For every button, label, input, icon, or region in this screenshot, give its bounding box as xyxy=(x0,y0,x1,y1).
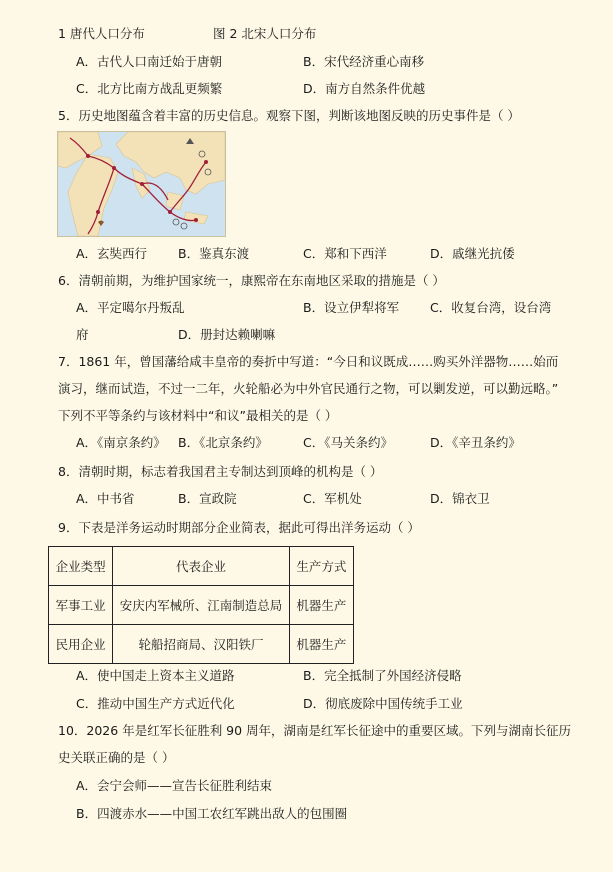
q9-option-b: B．完全抵制了外国经济侵略 xyxy=(303,668,462,683)
q10-option-a: A．会宁会师——宣告长征胜利结束 xyxy=(76,778,273,793)
enterprise-table xyxy=(48,546,354,664)
q5-stem: 5．历史地图蕴含着丰富的历史信息。观察下图，判断该地图反映的历史事件是（ ） xyxy=(58,108,520,123)
q4-option-b: B．宋代经济重心南移 xyxy=(303,54,425,69)
table-header-row xyxy=(49,547,354,586)
q5-option-b: B．鉴真东渡 xyxy=(178,246,250,261)
q9-option-c: C．推动中国生产方式近代化 xyxy=(76,696,235,711)
q7-option-b: B．《北京条约》 xyxy=(178,435,268,450)
q7-stem-line-3: 下列不平等条约与该材料中“和议”最相关的是（ ） xyxy=(58,408,338,423)
table-cell: 军事工业 xyxy=(49,586,113,625)
figure-caption-1: 1 唐代人口分布 xyxy=(58,26,145,41)
table-header-cell: 代表企业 xyxy=(113,547,290,586)
q8-option-c: C．军机处 xyxy=(303,491,362,506)
q10-stem-line-2: 史关联正确的是（ ） xyxy=(58,750,175,765)
table-cell: 安庆内军械所、江南制造总局 xyxy=(113,586,290,625)
q8-option-d: D．锦衣卫 xyxy=(430,491,490,506)
zheng-he-route-map xyxy=(57,131,226,237)
q10-stem-line-1: 10．2026 年是红军长征胜利 90 周年，湖南是红军长征途中的重要区域。下列与湖南长征历 xyxy=(58,723,572,738)
q7-option-a: A．《南京条约》 xyxy=(76,435,166,450)
table-cell: 轮船招商局、汉阳铁厂 xyxy=(113,625,290,664)
q5-option-a: A．玄奘西行 xyxy=(76,246,148,261)
table-row xyxy=(49,586,354,625)
q4-option-d: D．南方自然条件优越 xyxy=(303,81,426,96)
q9-option-a: A．使中国走上资本主义道路 xyxy=(76,668,235,683)
q7-stem-line-2: 演习，继而试造，不过一二年，火轮船必为中外官民通行之物，可以剿发逆，可以勤远略。” xyxy=(58,381,559,396)
q9-stem: 9．下表是洋务运动时期部分企业简表，据此可得出洋务运动（ ） xyxy=(58,520,420,535)
table-header-cell: 企业类型 xyxy=(49,547,113,586)
q6-stem: 6．清朝前期，为维护国家统一，康熙帝在东南地区采取的措施是（ ） xyxy=(58,273,445,288)
q9-option-d: D．彻底废除中国传统手工业 xyxy=(303,696,463,711)
map-illustration xyxy=(58,132,225,236)
table-row xyxy=(49,625,354,664)
q8-stem: 8．清朝时期，标志着我国君主专制达到顶峰的机构是（ ） xyxy=(58,464,383,479)
q6-option-b: B．设立伊犁将军 xyxy=(303,300,400,315)
table-cell: 机器生产 xyxy=(289,586,353,625)
q7-option-d: D．《辛丑条约》 xyxy=(430,435,521,450)
q5-option-c: C．郑和下西洋 xyxy=(303,246,387,261)
table-header-cell: 生产方式 xyxy=(289,547,353,586)
q10-option-b: B．四渡赤水——中国工农红军跳出敌人的包围圈 xyxy=(76,806,348,821)
q8-option-b: B．宣政院 xyxy=(178,491,237,506)
q4-option-a: A．古代人口南迁始于唐朝 xyxy=(76,54,223,69)
q5-option-d: D．戚继光抗倭 xyxy=(430,246,515,261)
q7-stem-line-1: 7．1861 年，曾国藩给咸丰皇帝的奏折中写道：“今日和议既成……购买外洋器物……始而 xyxy=(58,354,559,369)
figure-caption-2: 图 2 北宋人口分布 xyxy=(213,26,317,41)
q6-option-a: A．平定噶尔丹叛乱 xyxy=(76,300,185,315)
q4-option-c: C．北方比南方战乱更频繁 xyxy=(76,81,223,96)
table-cell: 机器生产 xyxy=(289,625,353,664)
table-cell: 民用企业 xyxy=(49,625,113,664)
q6-option-c: C．收复台湾，设台湾 xyxy=(430,300,552,315)
q8-option-a: A．中书省 xyxy=(76,491,135,506)
q6-option-c-continued: 府 xyxy=(76,327,89,342)
q6-option-d: D．册封达赖喇嘛 xyxy=(178,327,276,342)
q7-option-c: C．《马关条约》 xyxy=(303,435,393,450)
